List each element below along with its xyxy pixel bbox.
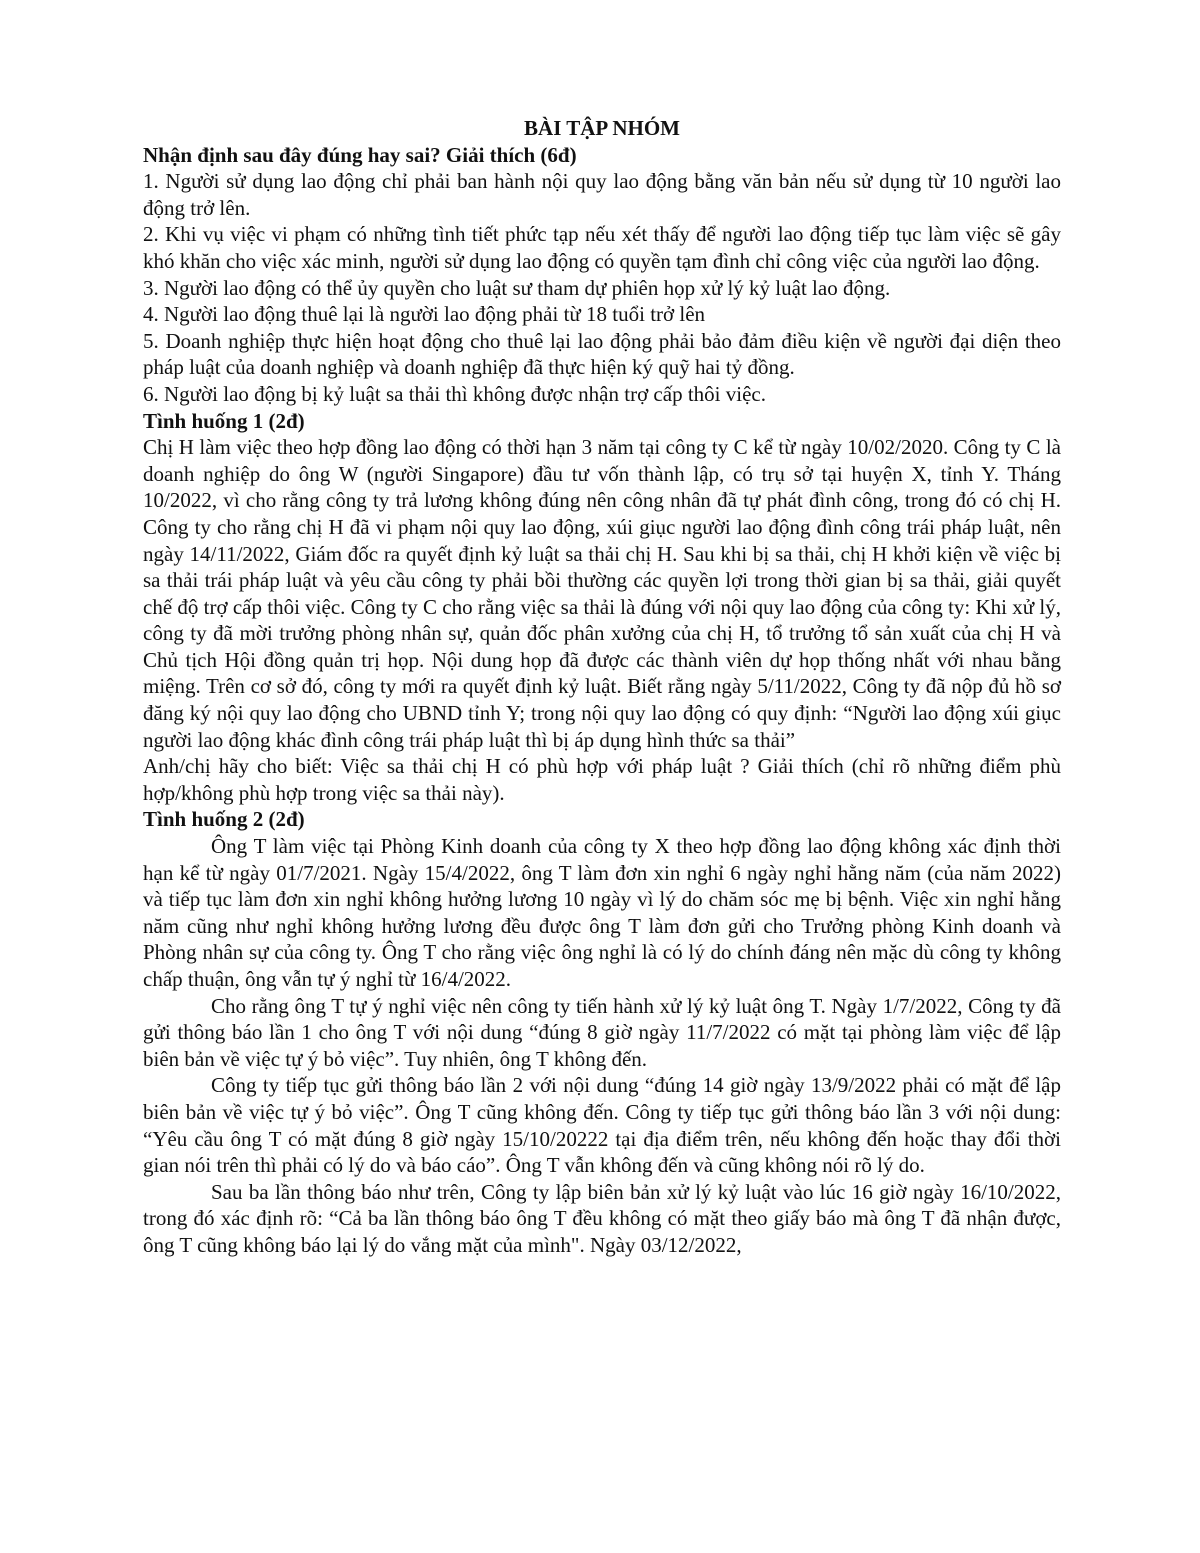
statement-6: 6. Người lao động bị kỷ luật sa thải thì không được nhận trợ cấp thôi việc. <box>143 381 766 406</box>
situation1-body: Chị H làm việc theo hợp đồng lao động có thời hạn 3 năm tại công ty C kể từ ngày 10/02/2020. Công ty C là doanh nghiệp do ông W (người Singapore) đầu tư vốn thành lập, có trụ sở tại huyện X, tỉnh Y. Tháng 10/2022, vì cho rằng công ty trả lương không đúng nên công nhân đã tự phát đình công, trong đó có chị H. Công ty cho rằng chị H đã vi phạm nội quy lao động, xúi giục người lao động đình công trái pháp luật, nên ngày 14/11/2022, Giám đốc ra quyết định kỷ luật sa thải chị H. Sau khi bị sa thải, chị H khởi kiện về việc bị sa thải trái pháp luật và yêu cầu công ty phải bồi thường các quyền lợi trong thời gian bị sa thải, giải quyết chế độ trợ cấp thôi việc. Công ty C cho rằng việc sa thải là đúng với nội quy lao động của công ty: Khi xử lý, công ty đã mời trưởng phòng nhân sự, quản đốc phân xưởng của chị H, tổ trưởng tổ sản xuất của chị H và Chủ tịch Hội đồng quản trị họp. Nội dung họp đã được các thành viên dự họp thống nhất với nhau bằng miệng. Trên cơ sở đó, công ty mới ra quyết định kỷ luật. Biết rằng ngày 5/11/2022, Công ty đã nộp đủ hồ sơ đăng ký nội quy lao động cho UBND tỉnh Y; trong nội quy lao động có quy định: “Người lao động xúi giục người lao động khác đình công trái pháp luật thì bị áp dụng hình thức sa thải” <box>143 435 1061 752</box>
situation1-question: Anh/chị hãy cho biết: Việc sa thải chị H có phù hợp với pháp luật ? Giải thích (chỉ rõ những điểm phù hợp/không phù hợp trong việc sa thải này). <box>143 754 1061 805</box>
statement-4: 4. Người lao động thuê lại là người lao động phải từ 18 tuổi trở lên <box>143 302 706 327</box>
situation2-heading: Tình huống 2 (2đ) <box>143 807 305 832</box>
situation2-paragraph-2: Cho rằng ông T tự ý nghỉ việc nên công ty tiến hành xử lý kỷ luật ông T. Ngày 1/7/2022, Công ty đã gửi thông báo lần 1 cho ông T với nội dung “đúng 8 giờ ngày 11/7/2022 có mặt tại phòng làm việc để lập biên bản về việc tự ý bỏ việc”. Tuy nhiên, ông T không đến. <box>143 993 1061 1071</box>
document-page <box>143 115 1061 1259</box>
document-title: BÀI TẬP NHÓM <box>524 116 680 140</box>
situation2-paragraph-4: Sau ba lần thông báo như trên, Công ty lập biên bản xử lý kỷ luật vào lúc 16 giờ ngày 16/10/2022, trong đó xác định rõ: “Cả ba lần thông báo ông T đều không có mặt theo giấy báo mà ông T đã nhận được, ông T cũng không báo lại lý do vắng mặt của mình". Ngày 03/12/2022, <box>143 1179 1061 1257</box>
statement-1: 1. Người sử dụng lao động chỉ phải ban hành nội quy lao động bằng văn bản nếu sử dụng từ 10 người lao động trở lên. <box>143 169 1061 220</box>
statement-2: 2. Khi vụ việc vi phạm có những tình tiết phức tạp nếu xét thấy để người lao động tiếp tục làm việc sẽ gây khó khăn cho việc xác minh, người sử dụng lao động có quyền tạm đình chỉ công việc của người lao động. <box>143 222 1061 273</box>
section1-heading: Nhận định sau đây đúng hay sai? Giải thích (6đ) <box>143 142 577 167</box>
statement-5: 5. Doanh nghiệp thực hiện hoạt động cho thuê lại lao động phải bảo đảm điều kiện về người đại diện theo pháp luật của doanh nghiệp và doanh nghiệp đã thực hiện ký quỹ hai tỷ đồng. <box>143 328 1061 380</box>
situation2-paragraph-1: Ông T làm việc tại Phòng Kinh doanh của công ty X theo hợp đồng lao động không xác định thời hạn kể từ ngày 01/7/2021. Ngày 15/4/2022, ông T làm đơn xin nghỉ 6 ngày nghỉ hằng năm (của năm 2022) và tiếp tục làm đơn xin nghỉ không hưởng lương 10 ngày vì lý do chăm sóc mẹ bị bệnh. Việc xin nghỉ hằng năm cũng như nghỉ không hưởng lương đều được ông T làm đơn gửi cho Trưởng phòng Kinh doanh và Phòng nhân sự của công ty. Ông T cho rằng việc ông nghỉ là có lý do chính đáng nên mặc dù công ty không chấp thuận, ông vẫn tự ý nghỉ từ 16/4/2022. <box>143 834 1061 991</box>
situation2-paragraph-3: Công ty tiếp tục gửi thông báo lần 2 với nội dung “đúng 14 giờ ngày 13/9/2022 phải có mặt để lập biên bản về việc tự ý bỏ việc”. Ông T cũng không đến. Công ty tiếp tục gửi thông báo lần 3 với nội dung: “Yêu cầu ông T có mặt đúng 8 giờ ngày 15/10/20222 tại địa điểm trên, nếu không đến hoặc thay đổi thời gian nói trên thì phải có lý do và báo cáo”. Ông T vẫn không đến và cũng không nói rõ lý do. <box>143 1073 1061 1178</box>
situation1-heading: Tình huống 1 (2đ) <box>143 408 305 433</box>
statement-3: 3. Người lao động có thể ủy quyền cho luật sư tham dự phiên họp xử lý kỷ luật lao động. <box>143 275 891 300</box>
